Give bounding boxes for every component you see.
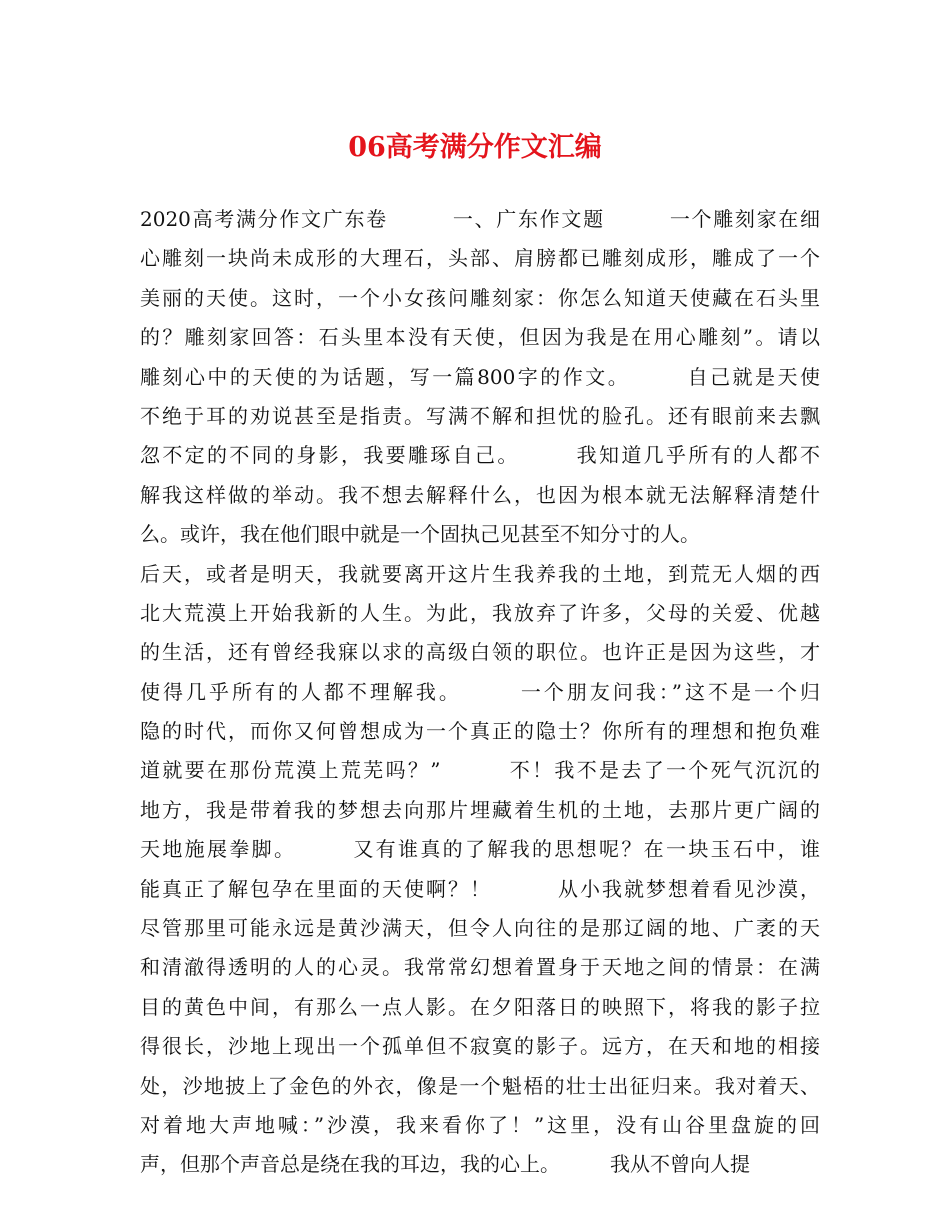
body-line: 的？雕刻家回答：石头里本没有天使，但因为我是在用心雕刻”。请以 — [140, 325, 820, 350]
body-line: 道就要在那份荒漠上荒芜吗？” 不！我不是去了一个死气沉沉的 — [140, 758, 820, 783]
document-body — [140, 200, 820, 1185]
body-line: 天地施展拳脚。 又有谁真的了解我的思想呢？在一块玉石中，谁 — [140, 837, 820, 862]
body-line: 么。或许，我在他们眼中就是一个固执己见甚至不知分寸的人。 — [140, 522, 700, 547]
body-line: 和清澈得透明的人的心灵。我常常幻想着置身于天地之间的情景：在满 — [140, 955, 820, 980]
body-line: 不绝于耳的劝说甚至是指责。写满不解和担忧的脸孔。还有眼前来去飘 — [140, 403, 820, 428]
body-line: 得很长，沙地上现出一个孤单但不寂寞的影子。远方，在天和地的相接 — [140, 1034, 820, 1059]
body-line: 的生活，还有曾经我寐以求的高级白领的职位。也许正是因为这些，才 — [140, 640, 820, 665]
body-line: 雕刻心中的天使的为话题，写一篇800字的作文。 自己就是天使 — [140, 364, 820, 389]
body-line: 北大荒漠上开始我新的人生。为此，我放弃了许多，父母的关爱、优越 — [140, 600, 820, 625]
body-line: 地方，我是带着我的梦想去向那片埋藏着生机的土地，去那片更广阔的 — [140, 797, 820, 822]
body-line: 处，沙地披上了金色的外衣，像是一个魁梧的壮士出征归来。我对着天、 — [140, 1073, 820, 1098]
body-line: 心雕刻一块尚未成形的大理石，头部、肩膀都已雕刻成形，雕成了一个 — [140, 246, 820, 271]
body-line: 后天，或者是明天，我就要离开这片生我养我的土地，到荒无人烟的西 — [140, 561, 820, 586]
body-line: 美丽的天使。这时，一个小女孩问雕刻家：你怎么知道天使藏在石头里 — [140, 285, 820, 310]
body-line: 解我这样做的举动。我不想去解释什么，也因为根本就无法解释清楚什 — [140, 482, 820, 507]
body-line: 能真正了解包孕在里面的天使啊？！ 从小我就梦想着看见沙漠， — [140, 876, 820, 901]
body-line: 声，但那个声音总是绕在我的耳边，我的心上。 我从不曾向人提 — [140, 1152, 750, 1177]
document-title: 06高考满分作文汇编 — [348, 132, 602, 163]
body-line: 尽管那里可能永远是黄沙满天，但令人向往的是那辽阔的地、广袤的天 — [140, 916, 820, 941]
body-line: 隐的时代，而你又何曾想成为一个真正的隐士？你所有的理想和抱负难 — [140, 719, 820, 744]
body-line: 忽不定的不同的身影，我要雕琢自己。 我知道几乎所有的人都不 — [140, 443, 820, 468]
body-line: 目的黄色中间，有那么一点人影。在夕阳落日的映照下，将我的影子拉 — [140, 994, 820, 1019]
body-line: 2020高考满分作文广东卷 一、广东作文题 一个雕刻家在细 — [140, 207, 820, 231]
body-line: 对着地大声地喊：”沙漠，我来看你了！”这里，没有山谷里盘旋的回 — [140, 1112, 820, 1137]
body-line: 使得几乎所有的人都不理解我。 一个朋友问我：”这不是一个归 — [140, 679, 820, 704]
